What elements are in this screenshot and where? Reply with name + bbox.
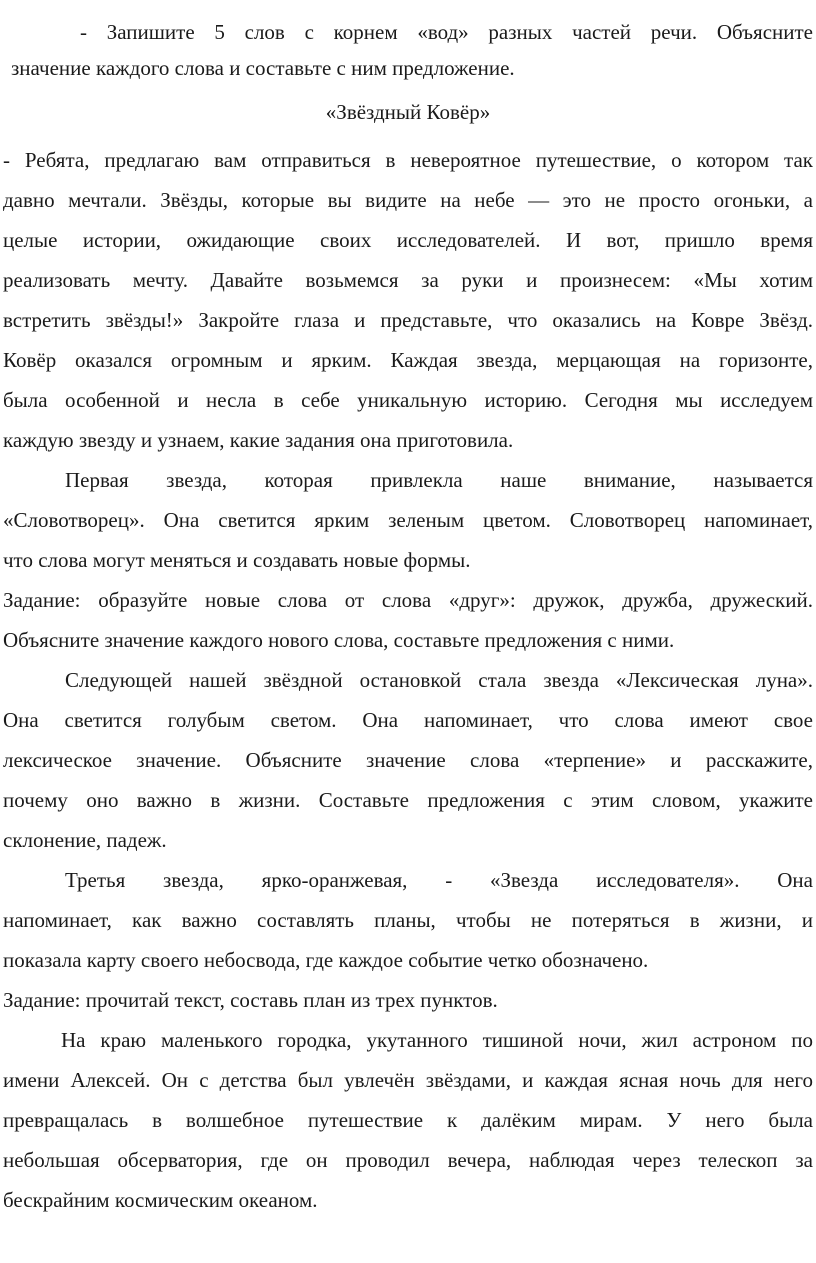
text-line: имени Алексей. Он с детства был увлечён звёздами, и каждая ясная ночь для него: [3, 1068, 813, 1092]
text-line: каждую звезду и узнаем, какие задания она приготовила.: [3, 428, 514, 452]
text-line: целые истории, ожидающие своих исследователей. И вот, пришло время: [3, 228, 813, 252]
text-line: почему оно важно в жизни. Составьте предложения с этим словом, укажите: [3, 788, 813, 812]
text-line: Ковёр оказался огромным и ярким. Каждая звезда, мерцающая на горизонте,: [3, 348, 813, 372]
text-line: бескрайним космическим океаном.: [3, 1188, 318, 1212]
text-line: Первая звезда, которая привлекла наше внимание, называется: [65, 468, 813, 492]
text-line: Задание: прочитай текст, составь план из трех пунктов.: [3, 988, 498, 1012]
intro-line: - Запишите 5 слов с корнем «вод» разных частей речи. Объясните: [80, 20, 813, 44]
text-line: лексическое значение. Объясните значение слова «терпение» и расскажите,: [3, 748, 813, 772]
text-line: На краю маленького городка, укутанного тишиной ночи, жил астроном по: [61, 1028, 813, 1052]
text-line: реализовать мечту. Давайте возьмемся за руки и произнесем: «Мы хотим: [3, 268, 813, 292]
intro-line: значение каждого слова и составьте с ним предложение.: [11, 56, 515, 80]
text-line: давно мечтали. Звёзды, которые вы видите на небе — это не просто огоньки, а: [3, 188, 813, 212]
text-line: Следующей нашей звёздной остановкой стала звезда «Лексическая луна».: [65, 668, 813, 692]
text-line: «Словотворец». Она светится ярким зеленым цветом. Словотворец напоминает,: [3, 508, 813, 532]
document-title: «Звёздный Ковёр»: [325, 100, 491, 124]
text-line: превращалась в волшебное путешествие к далёким мирам. У него была: [3, 1108, 813, 1132]
text-line: встретить звёзды!» Закройте глаза и представьте, что оказались на Ковре Звёзд.: [3, 308, 813, 332]
text-line: Она светится голубым светом. Она напоминает, что слова имеют свое: [3, 708, 813, 732]
text-line: Объясните значение каждого нового слова, составьте предложения с ними.: [3, 628, 675, 652]
text-line: напоминает, как важно составлять планы, чтобы не потеряться в жизни, и: [3, 908, 813, 932]
text-line: небольшая обсерватория, где он проводил вечера, наблюдая через телескоп за: [3, 1148, 813, 1172]
text-line: Задание: образуйте новые слова от слова «друг»: дружок, дружба, дружеский.: [3, 588, 813, 612]
text-line: что слова могут меняться и создавать новые формы.: [3, 548, 471, 572]
text-line: была особенной и несла в себе уникальную историю. Сегодня мы исследуем: [3, 388, 813, 412]
text-line: Третья звезда, ярко-оранжевая, - «Звезда исследователя». Она: [65, 868, 813, 892]
text-line: показала карту своего небосвода, где каждое событие четко обозначено.: [3, 948, 649, 972]
text-line: - Ребята, предлагаю вам отправиться в невероятное путешествие, о котором так: [3, 148, 813, 172]
text-line: склонение, падеж.: [3, 828, 167, 852]
